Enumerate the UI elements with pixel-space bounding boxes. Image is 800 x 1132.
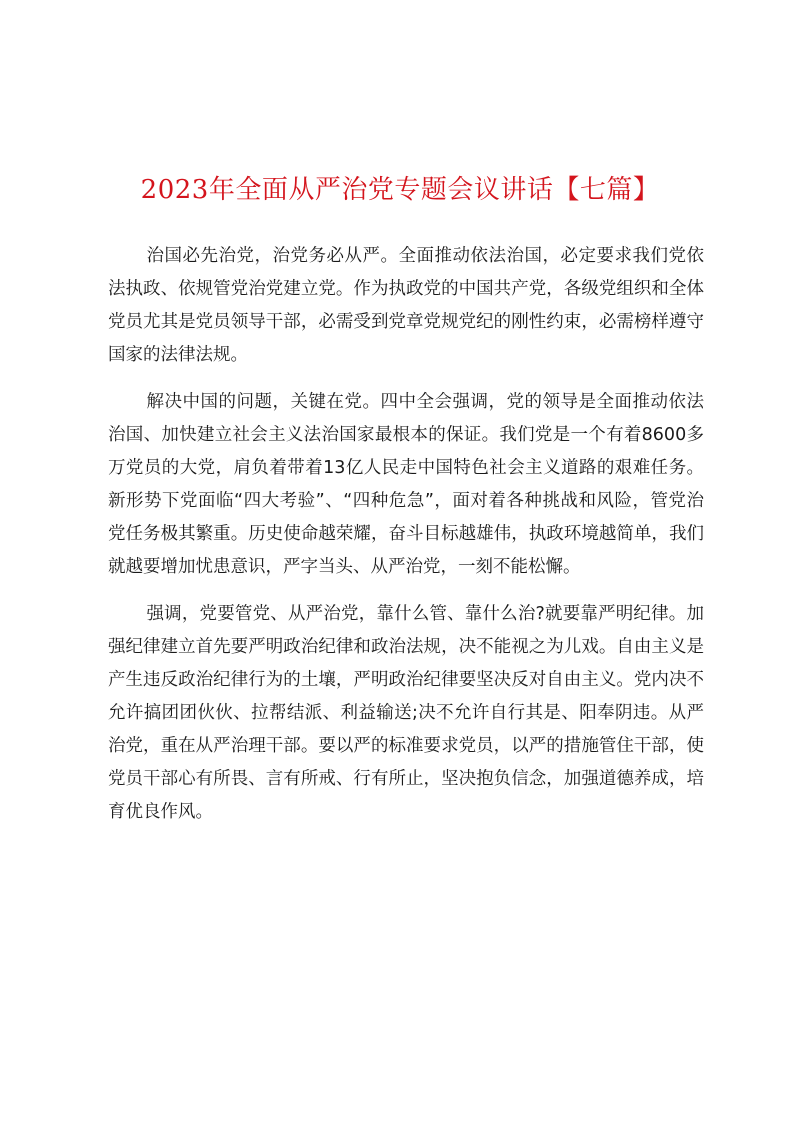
paragraph-2: 解决中国的问题，关键在党。四中全会强调，党的领导是全面推动依法治国、加快建立社会主义法治国家最根本的保证。我们党是一个有着8600多万党员的大党，肩负着带着13亿人民走中国特色社会主义道路的艰难任务。新形势下党面临“四大考验”、“四种危急”，面对着各种挑战和风险，管党治党任务极其繁重。历史使命越荣耀，奋斗目标越雄伟，执政环境越简单，我们就越要增加忧患意识，严字当头、从严治党，一刻不能松懈。 xyxy=(108,392,704,577)
paragraph-1: 治国必先治党，治党务必从严。全面推动依法治国，必定要求我们党依法执政、依规管党治党建立党。作为执政党的中国共产党，各级党组织和全体党员尤其是党员领导干部，必需受到党章党规党纪的刚性约束，必需榜样遵守国家的法律法规。 xyxy=(108,246,704,365)
document-body xyxy=(108,240,704,843)
document-title: 2023年全面从严治党专题会议讲话【七篇】 xyxy=(140,175,660,205)
paragraph-3: 强调，党要管党、从严治党，靠什么管、靠什么治?就要靠严明纪律。加强纪律建立首先要严明政治纪律和政治法规，决不能视之为儿戏。自由主义是产生违反政治纪律行为的土壤，严明政治纪律要坚决反对自由主义。党内决不允许搞团团伙伙、拉帮结派、利益输送;决不允许自行其是、阳奉阴违。从严治党，重在从严治理干部。要以严的标准要求党员，以严的措施管住干部，使党员干部心有所畏、言有所戒、行有所止，坚决抱负信念，加强道德养成，培育优良作风。 xyxy=(108,604,704,822)
